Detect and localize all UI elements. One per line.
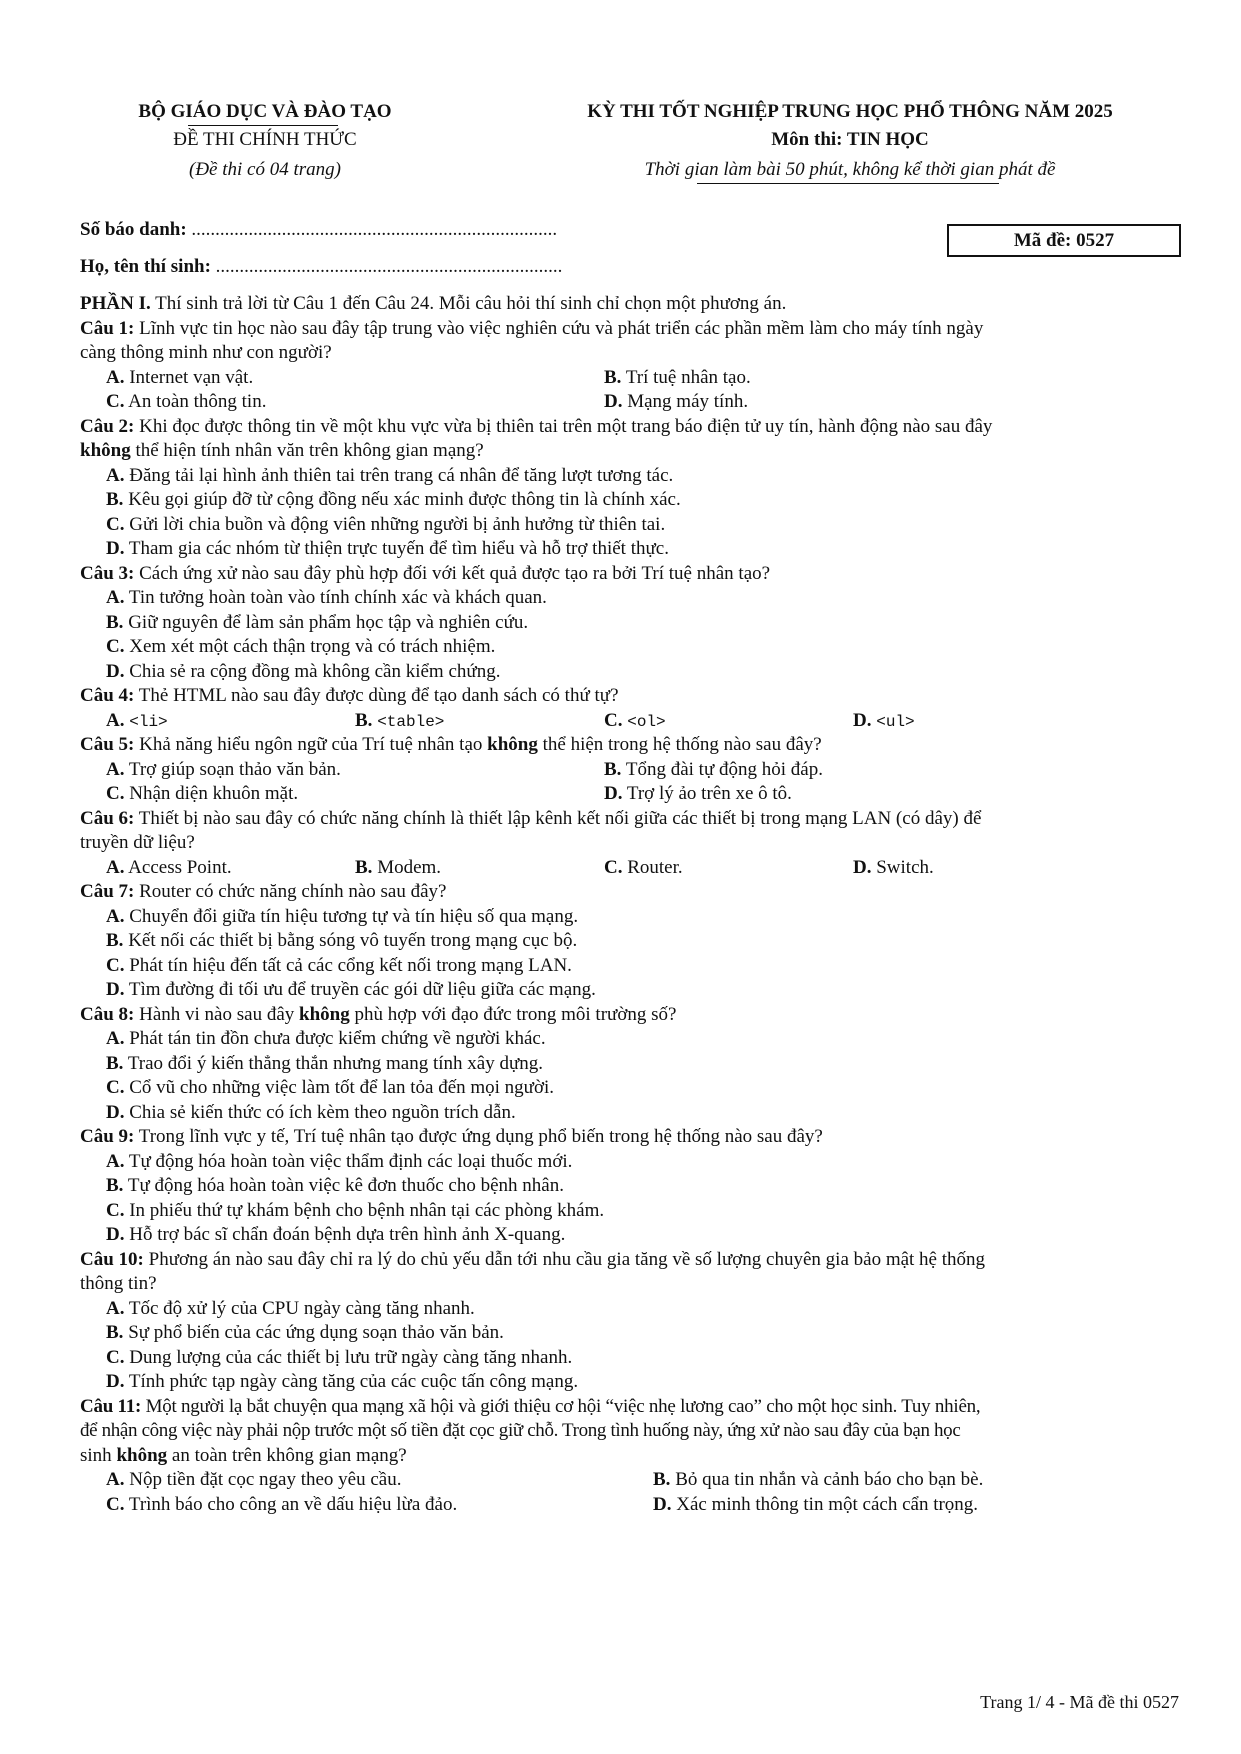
pages-note: (Đề thi có 04 trang) bbox=[189, 159, 341, 180]
option-a[interactable]: A. <li> bbox=[106, 709, 168, 731]
option-a[interactable]: A. Trợ giúp soạn thảo văn bản. bbox=[106, 758, 341, 780]
option-c[interactable]: C. Router. bbox=[604, 856, 683, 878]
emphasis-word: không bbox=[487, 734, 538, 755]
time-underline bbox=[697, 183, 999, 184]
exam-code: Mã đề: 0527 bbox=[1013, 230, 1115, 251]
question-text: Khi đọc được thông tin về một khu vực vừa bị thiên tai trên một trang báo điện tử uy tín, hành động nào sau đây bbox=[134, 415, 993, 437]
option-c[interactable]: C. An toàn thông tin. bbox=[106, 391, 267, 412]
question-label: Câu 1: bbox=[80, 317, 135, 339]
option-a[interactable]: A. Đăng tải lại hình ảnh thiên tai trên trang cá nhân để tăng lượt tương tác. bbox=[106, 464, 674, 486]
option-b[interactable]: B. Modem. bbox=[355, 856, 442, 878]
question-1 bbox=[80, 317, 1190, 415]
page-footer: Trang 1/ 4 - Mã đề thi 0527 bbox=[980, 1692, 1179, 1712]
option-d[interactable]: D. Tham gia các nhóm từ thiện trực tuyến để tìm hiểu và hỗ trợ thiết thực. bbox=[106, 538, 669, 559]
question-label: Câu 10: bbox=[80, 1248, 144, 1270]
question-text: Phương án nào sau đây chỉ ra lý do chủ yếu dẫn tới nhu cầu gia tăng về số lượng chuyên gia bảo mật hệ thống bbox=[143, 1248, 986, 1270]
question-list bbox=[80, 292, 1190, 1517]
option-a[interactable]: A. Access Point. bbox=[106, 856, 232, 878]
question-7 bbox=[80, 880, 1190, 1003]
option-c[interactable]: C. Xem xét một cách thận trọng và có trách nhiệm. bbox=[106, 636, 496, 657]
option-d[interactable]: D. Switch. bbox=[853, 856, 934, 878]
name-row bbox=[80, 255, 562, 280]
option-a[interactable]: A. Tin tưởng hoàn toàn vào tính chính xác và khách quan. bbox=[106, 587, 547, 608]
question-label: Câu 3: bbox=[80, 562, 135, 584]
question-label: Câu 11: bbox=[80, 1395, 142, 1417]
question-text: Lĩnh vực tin học nào sau đây tập trung vào việc nghiên cứu và phát triển các phần mềm làm cho máy tính ngày bbox=[134, 317, 984, 339]
question-text: Một người lạ bắt chuyện qua mạng xã hội và giới thiệu cơ hội “việc nhẹ lương cao” cho một học sinh. Tuy nhiên, bbox=[141, 1395, 981, 1417]
option-a[interactable]: A. Phát tán tin đồn chưa được kiểm chứng về người khác. bbox=[106, 1028, 546, 1049]
question-label: Câu 7: bbox=[80, 881, 135, 902]
exam-title: KỲ THI TỐT NGHIỆP TRUNG HỌC PHỔ THÔNG NĂM 2025 bbox=[587, 101, 1113, 122]
name-label: Họ, tên thí sinh: bbox=[80, 256, 211, 277]
option-d[interactable]: D. Trợ lý ảo trên xe ô tô. bbox=[604, 783, 792, 804]
option-c[interactable]: C. Trình báo cho công an về dấu hiệu lừa đảo. bbox=[106, 1493, 458, 1515]
option-b[interactable]: B. Kết nối các thiết bị bằng sóng vô tuyến trong mạng cục bộ. bbox=[106, 930, 578, 951]
option-c[interactable]: C. Dung lượng của các thiết bị lưu trữ ngày càng tăng nhanh. bbox=[106, 1346, 573, 1368]
part-label: PHẦN I. bbox=[80, 293, 151, 314]
option-c[interactable]: C. In phiếu thứ tự khám bệnh cho bệnh nhân tại các phòng khám. bbox=[106, 1199, 605, 1221]
question-text: Thẻ HTML nào sau đây được dùng để tạo danh sách có thứ tự? bbox=[134, 685, 619, 706]
question-9 bbox=[80, 1125, 1190, 1248]
option-b[interactable]: B. Kêu gọi giúp đỡ từ cộng đồng nếu xác minh được thông tin là chính xác. bbox=[106, 489, 681, 510]
question-5 bbox=[80, 733, 1190, 807]
question-10 bbox=[80, 1248, 1190, 1395]
question-text: thể hiện trong hệ thống nào sau đây? bbox=[537, 734, 822, 755]
ministry-name bbox=[100, 100, 430, 125]
question-label: Câu 6: bbox=[80, 807, 135, 829]
time-note: Thời gian làm bài 50 phút, không kể thời gian phát đề bbox=[644, 159, 1056, 180]
option-a[interactable]: A. Internet vạn vật. bbox=[106, 366, 254, 388]
question-label: Câu 2: bbox=[80, 415, 135, 437]
option-d[interactable]: D. Chia sẻ kiến thức có ích kèm theo nguồn trích dẫn. bbox=[106, 1101, 516, 1123]
emphasis-word: không bbox=[80, 440, 131, 461]
question-text: thể hiện tính nhân văn trên không gian mạng? bbox=[130, 440, 484, 461]
question-text: Thiết bị nào sau đây có chức năng chính là thiết lập kênh kết nối giữa các thiết bị trong mạng LAN (có dây) để bbox=[134, 807, 982, 829]
emphasis-word: không bbox=[299, 1003, 350, 1025]
question-3 bbox=[80, 562, 1190, 685]
option-b[interactable]: B. Giữ nguyên để làm sản phẩm học tập và nghiên cứu. bbox=[106, 611, 529, 633]
option-d[interactable]: D. Xác minh thông tin một cách cẩn trọng. bbox=[653, 1493, 979, 1515]
option-b[interactable]: B. Trao đổi ý kiến thẳng thắn nhưng mang tính xây dựng. bbox=[106, 1052, 544, 1074]
question-label: Câu 8: bbox=[80, 1003, 135, 1025]
option-c[interactable]: C. Cổ vũ cho những việc làm tốt để lan tỏa đến mọi người. bbox=[106, 1077, 555, 1098]
question-text: sinh bbox=[80, 1444, 117, 1466]
question-text: phù hợp với đạo đức trong môi trường số? bbox=[349, 1003, 677, 1025]
question-text: Cách ứng xử nào sau đây phù hợp đối với kết quả được tạo ra bởi Trí tuệ nhân tạo? bbox=[134, 562, 771, 584]
official-label: ĐỀ THI CHÍNH THỨC bbox=[173, 129, 357, 150]
option-d[interactable]: D. Hỗ trợ bác sĩ chẩn đoán bệnh dựa trên hình ảnh X-quang. bbox=[106, 1224, 566, 1245]
question-4 bbox=[80, 684, 1190, 733]
option-d[interactable]: D. Tìm đường đi tối ưu để truyền các gói dữ liệu giữa các mạng. bbox=[106, 979, 596, 1000]
question-text: thông tin? bbox=[80, 1273, 157, 1294]
question-label: Câu 5: bbox=[80, 734, 135, 755]
option-a[interactable]: A. Chuyển đổi giữa tín hiệu tương tự và tín hiệu số qua mạng. bbox=[106, 905, 579, 927]
name-dots[interactable]: ......................................................................... bbox=[215, 256, 563, 277]
option-c[interactable]: C. <ol> bbox=[604, 709, 666, 731]
option-c[interactable]: C. Gửi lời chia buồn và động viên những người bị ảnh hưởng từ thiên tai. bbox=[106, 513, 666, 535]
option-a[interactable]: A. Tự động hóa hoàn toàn việc thẩm định các loại thuốc mới. bbox=[106, 1150, 573, 1172]
exam-code-box bbox=[947, 224, 1181, 257]
question-11 bbox=[80, 1395, 1190, 1518]
option-b[interactable]: B. <table> bbox=[355, 709, 445, 731]
question-label: Câu 4: bbox=[80, 685, 135, 706]
question-text: Trong lĩnh vực y tế, Trí tuệ nhân tạo được ứng dụng phổ biến trong hệ thống nào sau đây? bbox=[134, 1126, 823, 1147]
sbd-row bbox=[80, 218, 557, 243]
question-label: Câu 9: bbox=[80, 1126, 135, 1147]
option-b[interactable]: B. Bỏ qua tin nhắn và cảnh báo cho bạn bè. bbox=[653, 1469, 984, 1490]
option-d[interactable]: D. Tính phức tạp ngày càng tăng của các cuộc tấn công mạng. bbox=[106, 1371, 579, 1392]
question-text: Router có chức năng chính nào sau đây? bbox=[134, 881, 447, 902]
sbd-dots[interactable]: ............................................................................. bbox=[191, 219, 558, 240]
question-text: để nhận công việc này phải nộp trước một số tiền đặt cọc giữ chỗ. Trong tình huống này, ứng xử nào sau đây của bạn học bbox=[80, 1420, 961, 1441]
ministry-text: BỘ GIÁO DỤC VÀ ĐÀO TẠO bbox=[138, 101, 392, 122]
question-text: Hành vi nào sau đây bbox=[134, 1003, 300, 1025]
subject-title: Môn thi: TIN HỌC bbox=[771, 129, 929, 150]
option-b[interactable]: B. Tự động hóa hoàn toàn việc kê đơn thuốc cho bệnh nhân. bbox=[106, 1175, 564, 1196]
option-a[interactable]: A. Tốc độ xử lý của CPU ngày càng tăng nhanh. bbox=[106, 1297, 475, 1319]
question-text: truyền dữ liệu? bbox=[80, 832, 195, 853]
question-6 bbox=[80, 807, 1190, 881]
option-b[interactable]: B. Sự phổ biến của các ứng dụng soạn thảo văn bản. bbox=[106, 1322, 504, 1343]
question-8 bbox=[80, 1003, 1190, 1126]
sbd-label: Số báo danh: bbox=[80, 219, 187, 240]
question-text: an toàn trên không gian mạng? bbox=[167, 1444, 407, 1466]
part-text: Thí sinh trả lời từ Câu 1 đến Câu 24. Mỗi câu hỏi thí sinh chỉ chọn một phương án. bbox=[150, 293, 787, 314]
option-a[interactable]: A. Nộp tiền đặt cọc ngay theo yêu cầu. bbox=[106, 1469, 402, 1490]
option-c[interactable]: C. Nhận diện khuôn mặt. bbox=[106, 783, 299, 804]
option-d[interactable]: D. Chia sẻ ra cộng đồng mà không cần kiểm chứng. bbox=[106, 660, 501, 682]
option-b[interactable]: B. Tổng đài tự động hỏi đáp. bbox=[604, 758, 823, 780]
part-heading bbox=[80, 292, 1190, 317]
emphasis-word: không bbox=[116, 1444, 168, 1466]
option-d[interactable]: D. Mạng máy tính. bbox=[604, 391, 749, 412]
option-c[interactable]: C. Phát tín hiệu đến tất cả các cổng kết nối trong mạng LAN. bbox=[106, 954, 572, 976]
question-2 bbox=[80, 415, 1190, 562]
option-b[interactable]: B. Trí tuệ nhân tạo. bbox=[604, 366, 751, 388]
question-text: càng thông minh như con người? bbox=[80, 342, 332, 363]
option-d[interactable]: D. <ul> bbox=[853, 709, 915, 731]
question-text: Khả năng hiểu ngôn ngữ của Trí tuệ nhân tạo bbox=[134, 734, 488, 755]
